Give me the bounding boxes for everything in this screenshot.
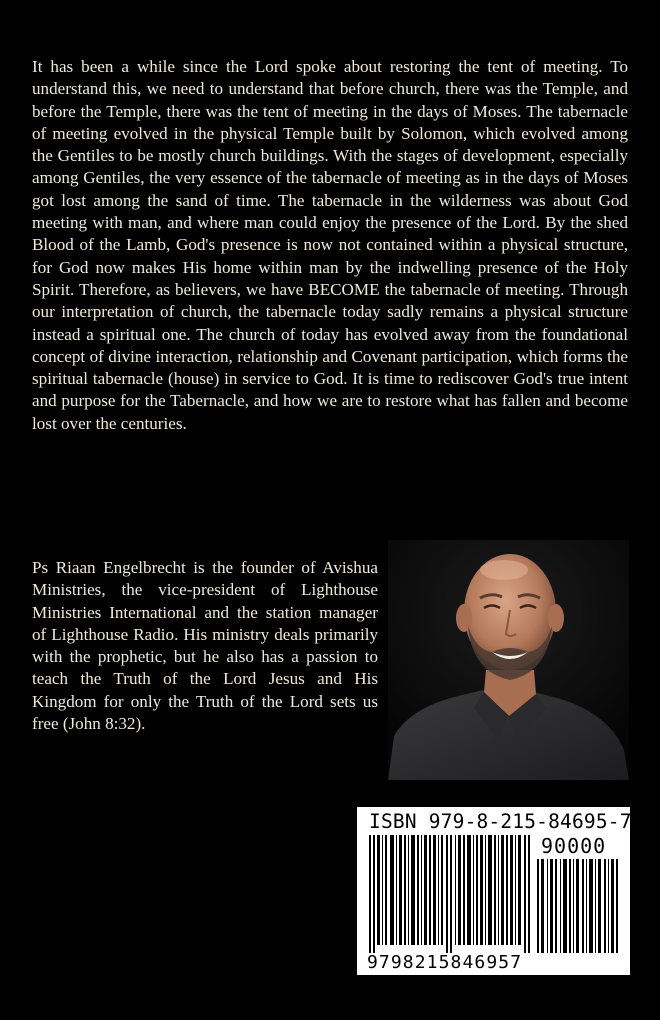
barcode-addon-bars [537, 859, 621, 953]
back-cover-blurb: It has been a while since the Lord spoke about restoring the tent of meeting. To understand this, we need to understand that before church, there was the Temple, and before the Temple, there was the tent of meeting in the days of Moses. The tabernacle of meeting evolved in the physical Temple built by Solomon, which evolved among the Gentiles to be mostly church buildings. With the stages of development, especially among Gentiles, the very essence of the tabernacle of meeting as in the days of Moses got lost among the sand of time. The tabernacle in the wilderness was about God meeting with man, and where man could enjoy the presence of the Lord. By the shed Blood of the Lamb, God's presence is now not contained within a physical structure, for God now makes His home within man by the indwelling presence of the Holy Spirit. Therefore, as believers, we have BECOME the tabernacle of meeting. Through our interpretation of church, the tabernacle today sadly remains a physical structure instead a spiritual one. The church of today has evolved away from the foundational concept of divine interaction, relationship and Covenant participation, which forms the spiritual tabernacle (house) in service to God. It is time to rediscover God's true intent and purpose for the Tabernacle, and how we are to restore what has fallen and become lost over the centuries. [32, 57, 628, 433]
author-photo [388, 540, 629, 780]
isbn-barcode [357, 807, 630, 975]
price-code: 90000 [541, 834, 607, 858]
isbn-label: ISBN 979-8-215-84695-7 [369, 810, 632, 833]
author-bio: Ps Riaan Engelbrecht is the founder of Avishua Ministries, the vice-president of Lighthouse Ministries International and the station manager of Lighthouse Radio. His ministry deals primarily with the prophetic, but he also has a passion to teach the Truth of the Lord Jesus and His Kingdom for only the Truth of the Lord sets us free (John 8:32). [32, 558, 378, 734]
barcode-digits: 9798215846957 [367, 952, 523, 973]
barcode-bars [369, 835, 533, 953]
